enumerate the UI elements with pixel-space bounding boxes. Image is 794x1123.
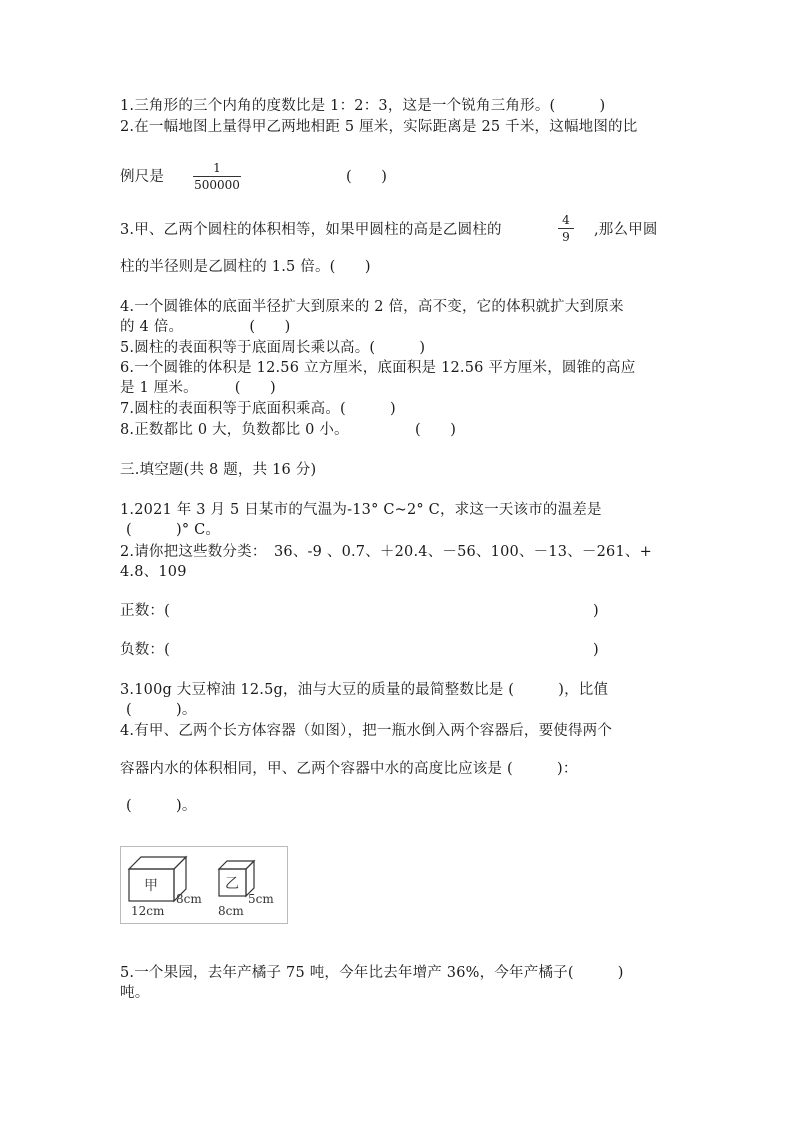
box1-bottom: 12cm xyxy=(131,904,165,918)
fraction-bar xyxy=(558,228,574,229)
judge-q3-line1-b: ,那么甲圆 xyxy=(594,222,658,238)
box2-label: 乙 xyxy=(225,876,239,892)
containers-drawing xyxy=(121,847,287,923)
judge-q2-line1: 2.在一幅地图上量得甲乙两地相距 5 厘米，实际距离是 25 千米，这幅地图的比 xyxy=(120,119,638,135)
fraction-bar xyxy=(193,176,241,177)
fill-q5-line2: 吨。 xyxy=(120,985,150,1001)
negative-close: ) xyxy=(593,642,599,658)
judge-q1: 1.三角形的三个内角的度数比是 1：2：3，这是一个锐角三角形。( ) xyxy=(120,98,606,114)
section-title: 三.填空题(共 8 题，共 16 分) xyxy=(120,462,317,478)
judge-q2-blank: ( ) xyxy=(346,169,388,185)
fill-q1-line2: ( )° C。 xyxy=(126,522,221,538)
positive-close: ) xyxy=(593,603,599,619)
fraction-denominator: 9 xyxy=(562,230,570,244)
box2-side: 5cm xyxy=(248,892,274,906)
fraction-numerator: 4 xyxy=(562,213,570,227)
box2-bottom: 8cm xyxy=(218,904,244,918)
fill-q3-line1: 3.100g 大豆榨油 12.5g，油与大豆的质量的最简整数比是 ( )，比值 xyxy=(120,682,609,698)
height-fraction xyxy=(558,213,574,244)
scale-fraction xyxy=(193,161,241,192)
judge-q6-line2: 是 1 厘米。 ( ) xyxy=(120,380,276,396)
fill-q1-line1: 1.2021 年 3 月 5 日某市的气温为-13° C~2° C，求这一天该市的温差是 xyxy=(120,502,602,518)
judge-q2-prefix: 例尺是 xyxy=(120,169,165,185)
box1-side: 8cm xyxy=(176,892,202,906)
fill-q4-line1: 4.有甲、乙两个长方体容器（如图），把一瓶水倒入两个容器后，要使得两个 xyxy=(120,723,613,739)
fill-q4-line2: 容器内水的体积相同，甲、乙两个容器中水的高度比应该是 ( )： xyxy=(120,761,578,777)
fraction-numerator: 1 xyxy=(213,161,221,175)
fraction-denominator: 500000 xyxy=(194,178,240,192)
positive-label: 正数：( xyxy=(120,603,170,619)
box1-label: 甲 xyxy=(144,878,158,894)
judge-q8: 8.正数都比 0 大，负数都比 0 小。 ( ) xyxy=(120,422,457,438)
fill-q2-line2: 4.8、109 xyxy=(120,564,187,580)
judge-q4-line1: 4.一个圆锥体的底面半径扩大到原来的 2 倍，高不变，它的体积就扩大到原来 xyxy=(120,299,624,315)
containers-figure xyxy=(120,846,288,924)
fill-q3-line2: ( )。 xyxy=(126,702,197,718)
judge-q6-line1: 6.一个圆锥的体积是 12.56 立方厘米，底面积是 12.56 平方厘米，圆锥的高应 xyxy=(120,360,636,376)
judge-q7: 7.圆柱的表面积等于底面积乘高。( ) xyxy=(120,401,396,417)
judge-q5: 5.圆柱的表面积等于底面周长乘以高。( ) xyxy=(120,340,426,356)
fill-q5-line1: 5.一个果园，去年产橘子 75 吨，今年比去年增产 36%，今年产橘子( ) xyxy=(120,965,624,981)
judge-q3-line2: 柱的半径则是乙圆柱的 1.5 倍。( ) xyxy=(120,259,371,275)
fill-q2-line1: 2.请你把这些数分类： 36、-9 、0.7、＋20.4、－56、100、－13、－261、+ xyxy=(120,544,652,560)
judge-q4-line2: 的 4 倍。 ( ) xyxy=(120,319,291,335)
fill-q4-line3: ( )。 xyxy=(126,798,197,814)
negative-label: 负数：( xyxy=(120,642,170,658)
judge-q3-line1-a: 3.甲、乙两个圆柱的体积相等，如果甲圆柱的高是乙圆柱的 xyxy=(120,222,502,238)
